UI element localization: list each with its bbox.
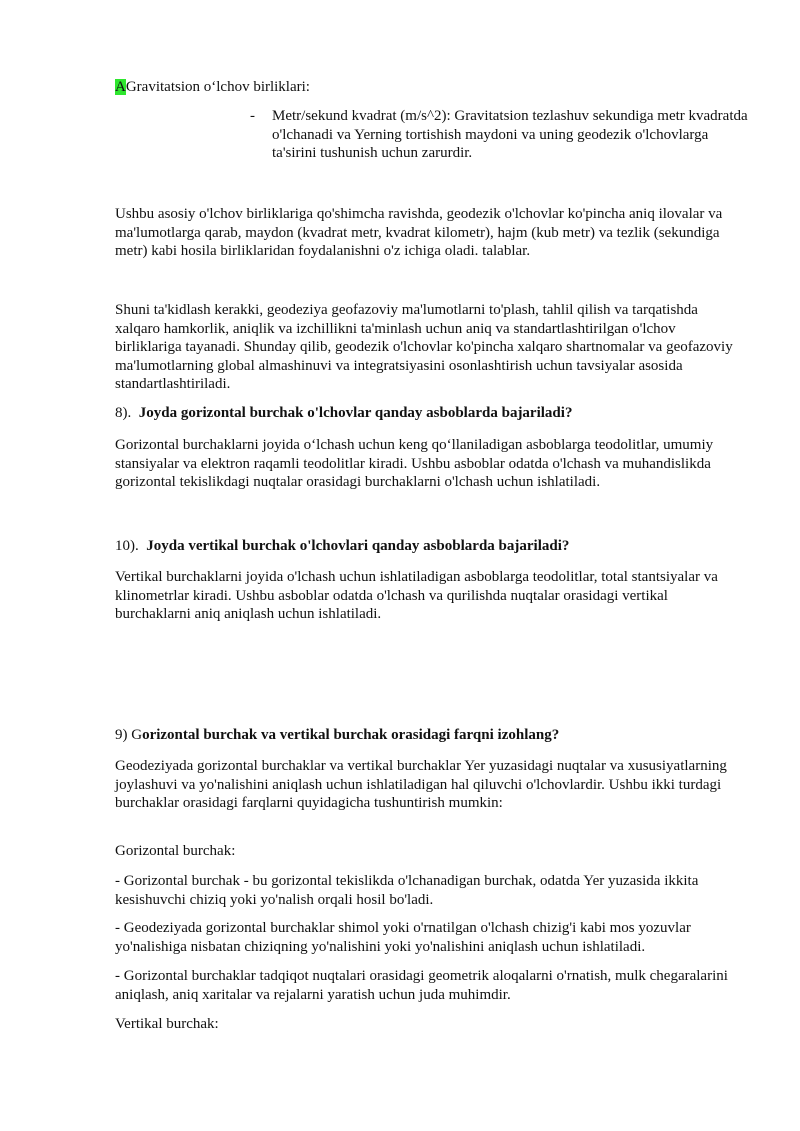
paragraph-units: Ushbu asosiy o'lchov birliklariga qo'shimcha ravishda, geodezik o'lchovlar ko'pincha aniq ilovalar va ma'lumotlarga qarab, maydon (kvadrat metr, kvadrat kilometr), hajm (kub metr) va tezlik (sekundiga metr) kabi hosila birliklaridan foydalanishni o'z ichiga oladi. talablar. bbox=[115, 206, 723, 260]
question-8-title: Joyda gorizontal burchak o'lchovlar qanday asboblarda bajariladi? bbox=[138, 405, 573, 421]
vertical-angle-label: Vertikal burchak: bbox=[115, 1016, 219, 1032]
horizontal-angle-point-2: - Geodeziyada gorizontal burchaklar shimol yoki o'rnatilgan o'lchash chizig'i kabi mos yozuvlar yo'nalishiga nisbatan chiziqning yo'nalishini yoki yo'nalishini aniqlash uchun ishlatiladi. bbox=[115, 920, 691, 955]
section-heading bbox=[115, 78, 745, 97]
bullet-item bbox=[250, 107, 750, 163]
horizontal-angle-label: Gorizontal burchak: bbox=[115, 843, 236, 859]
paragraph-standard: Shuni ta'kidlash kerakki, geodeziya geofazoviy ma'lumotlarni to'plash, tahlil qilish va tarqatishda xalqaro hamkorlik, aniqlik va izchillikni ta'minlash uchun aniq va standartlashtirilgan o'lchov birliklariga tayanadi. Shunday qilib, geodezik o'lchovlar ko'pincha xalqaro shartnomalar va geofazoviy ma'lumotlarning global almashinuvi va integratsiyasini osonlashtirish uchun tavsiyalar asosida standartlashtiriladi. bbox=[115, 302, 733, 393]
question-8-heading bbox=[115, 404, 745, 423]
question-10-number: 10). bbox=[115, 538, 139, 554]
question-9-title: orizontal burchak va vertikal burchak orasidagi farqni izohlang? bbox=[142, 727, 560, 743]
question-9-number: 9) G bbox=[115, 727, 143, 743]
question-9-intro: Geodeziyada gorizontal burchaklar va vertikal burchaklar Yer yuzasidagi nuqtalar va xususiyatlarning joylashuvi va yo'nalishini aniqlash uchun ishlatiladigan hal qiluvchi o'lchovlardir. Ushbu ikki turdagi burchaklar orasidagi farqlarni quyidagicha tushuntirish mumkin: bbox=[115, 758, 727, 812]
question-10-heading bbox=[115, 537, 745, 556]
highlight-mark: A bbox=[115, 79, 126, 95]
horizontal-angle-point-1: - Gorizontal burchak - bu gorizontal tekislikda o'lchanadigan burchak, odatda Yer yuzasida ikkita kesishuvchi chiziq yoki yo'nalish orqali hosil bo'ladi. bbox=[115, 873, 699, 908]
question-8-number: 8). bbox=[115, 405, 132, 421]
horizontal-angle-point-3: - Gorizontal burchaklar tadqiqot nuqtalari orasidagi geometrik aloqalarni o'rnatish, mulk chegaralarini aniqlash, aniq xaritalar va rejalarni yaratish uchun juda muhimdir. bbox=[115, 968, 728, 1003]
question-9-heading bbox=[115, 726, 745, 745]
section-heading-text: Gravitatsion o‘lchov birliklari: bbox=[125, 79, 310, 95]
question-10-title: Joyda vertikal burchak o'lchovlari qanday asboblarda bajariladi? bbox=[146, 538, 570, 554]
question-10-answer: Vertikal burchaklarni joyida o'lchash uchun ishlatiladigan asboblarga teodolitlar, total stantsiyalar va klinometrlar kiradi. Ushbu asboblar odatda o'lchash va qurilishda nuqtalar orasidagi vertikal burchaklarni aniq aniqlash uchun ishlatiladi. bbox=[115, 569, 718, 623]
question-8-answer: Gorizontal burchaklarni joyida o‘lchash uchun keng qo‘llaniladigan asboblarga teodolitlar, umumiy stansiyalar va elektron raqamli teodolitlar kiradi. Ushbu asboblar odatda o'lchash va muhandislikda gorizontal tekislikdagi nuqtalar orasidagi burchaklarni o'lchash uchun ishlatiladi. bbox=[115, 437, 714, 491]
bullet-text: Metr/sekund kvadrat (m/s^2): Gravitatsion tezlashuv sekundiga metr kvadratda o'lchanadi va Yerning tortishish maydoni va uning geodezik o'lchovlarga ta'sirini tushunish uchun zarurdir. bbox=[272, 108, 748, 162]
bullet-dash: - bbox=[250, 108, 255, 124]
